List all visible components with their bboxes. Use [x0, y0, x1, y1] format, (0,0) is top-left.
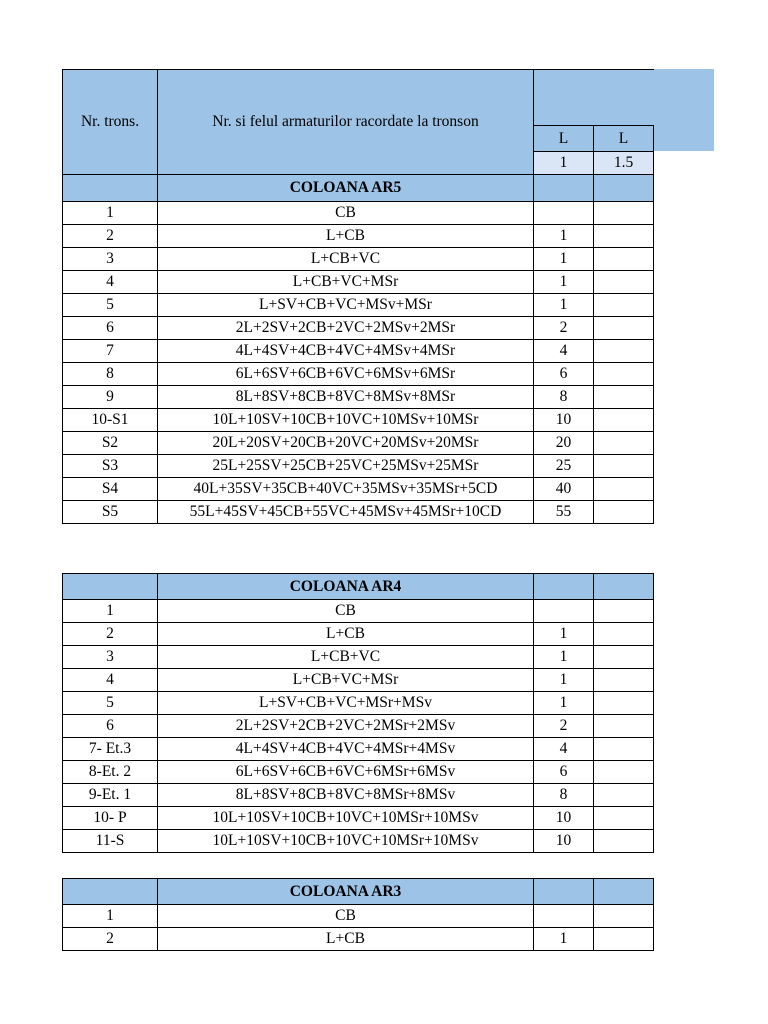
table-row: [63, 646, 654, 669]
section-title-spacer: [534, 574, 594, 600]
row-l1-value: 6: [534, 761, 594, 784]
row-armaturi: L+SV+CB+VC+MSr+MSv: [158, 692, 534, 715]
header-l2-coef: 1.5: [594, 152, 654, 175]
row-l1-value: 4: [534, 738, 594, 761]
row-nr-trons: 10-S1: [63, 409, 158, 432]
row-l1-value: 1: [534, 623, 594, 646]
row-l1-value: [534, 202, 594, 225]
row-l1-value: 2: [534, 715, 594, 738]
row-nr-trons: 2: [63, 225, 158, 248]
row-armaturi: L+SV+CB+VC+MSv+MSr: [158, 294, 534, 317]
row-l1-value: 8: [534, 784, 594, 807]
table-row: [63, 409, 654, 432]
section-title-spacer: [63, 574, 158, 600]
row-l2-value: [594, 340, 654, 363]
row-l1-value: 10: [534, 409, 594, 432]
row-nr-trons: 7- Et.3: [63, 738, 158, 761]
table-row: [63, 600, 654, 623]
header-l1: L: [534, 126, 594, 152]
row-l2-value: [594, 455, 654, 478]
row-nr-trons: S3: [63, 455, 158, 478]
row-l2-value: [594, 715, 654, 738]
row-l2-value: [594, 271, 654, 294]
row-nr-trons: S5: [63, 501, 158, 524]
row-l1-value: 1: [534, 294, 594, 317]
row-nr-trons: 9-Et. 1: [63, 784, 158, 807]
row-armaturi: 55L+45SV+45CB+55VC+45MSv+45MSr+10CD: [158, 501, 534, 524]
row-l1-value: [534, 905, 594, 928]
row-armaturi: L+CB: [158, 928, 534, 951]
table-row: [63, 738, 654, 761]
row-l2-value: [594, 225, 654, 248]
row-armaturi: CB: [158, 202, 534, 225]
row-l1-value: 2: [534, 317, 594, 340]
row-armaturi: 6L+6SV+6CB+6VC+6MSr+6MSv: [158, 761, 534, 784]
table-row: [63, 501, 654, 524]
row-nr-trons: 10- P: [63, 807, 158, 830]
section-body-ar5: [63, 202, 654, 524]
table-row: [63, 363, 654, 386]
row-nr-trons: 8: [63, 363, 158, 386]
section-title: COLOANA AR3: [158, 879, 534, 905]
row-armaturi: L+CB+VC: [158, 646, 534, 669]
row-l2-value: [594, 807, 654, 830]
header-armaturi: Nr. si felul armaturilor racordate la tronson: [158, 70, 534, 175]
row-armaturi: 2L+2SV+2CB+2VC+2MSv+2MSr: [158, 317, 534, 340]
row-l2-value: [594, 317, 654, 340]
table-row: [63, 807, 654, 830]
row-armaturi: L+CB+VC: [158, 248, 534, 271]
section-title-spacer: [534, 879, 594, 905]
row-l1-value: 1: [534, 669, 594, 692]
table-row: [63, 715, 654, 738]
table-row: [63, 225, 654, 248]
row-nr-trons: 6: [63, 317, 158, 340]
section-title-spacer: [594, 175, 654, 202]
row-l1-value: 1: [534, 928, 594, 951]
row-l2-value: [594, 478, 654, 501]
table-row: [63, 905, 654, 928]
section-title: COLOANA AR4: [158, 574, 534, 600]
row-armaturi: L+CB: [158, 623, 534, 646]
row-armaturi: 8L+8SV+8CB+8VC+8MSr+8MSv: [158, 784, 534, 807]
table-coloana-ar5: [62, 69, 654, 524]
section-body-ar4: [63, 600, 654, 853]
row-armaturi: 4L+4SV+4CB+4VC+4MSr+4MSv: [158, 738, 534, 761]
table-row: [63, 623, 654, 646]
row-l1-value: 25: [534, 455, 594, 478]
row-l2-value: [594, 692, 654, 715]
row-armaturi: 25L+25SV+25CB+25VC+25MSv+25MSr: [158, 455, 534, 478]
row-l1-value: 1: [534, 248, 594, 271]
row-l1-value: 1: [534, 646, 594, 669]
row-l2-value: [594, 363, 654, 386]
section-title: COLOANA AR5: [158, 175, 534, 202]
row-nr-trons: 2: [63, 623, 158, 646]
row-nr-trons: 3: [63, 646, 158, 669]
row-armaturi: 40L+35SV+35CB+40VC+35MSv+35MSr+5CD: [158, 478, 534, 501]
row-l1-value: 1: [534, 225, 594, 248]
row-nr-trons: 4: [63, 271, 158, 294]
table-row: [63, 202, 654, 225]
row-l2-value: [594, 501, 654, 524]
row-armaturi: L+CB: [158, 225, 534, 248]
row-l1-value: [534, 600, 594, 623]
header-l1-coef: 1: [534, 152, 594, 175]
row-l2-value: [594, 623, 654, 646]
row-l1-value: 1: [534, 692, 594, 715]
row-l2-value: [594, 784, 654, 807]
row-l1-value: 10: [534, 830, 594, 853]
row-armaturi: CB: [158, 600, 534, 623]
row-l1-value: 1: [534, 271, 594, 294]
row-nr-trons: 1: [63, 905, 158, 928]
row-nr-trons: 11-S: [63, 830, 158, 853]
table-row: [63, 340, 654, 363]
row-l1-value: 8: [534, 386, 594, 409]
row-l1-value: 10: [534, 807, 594, 830]
row-armaturi: 8L+8SV+8CB+8VC+8MSv+8MSr: [158, 386, 534, 409]
table-row: [63, 478, 654, 501]
row-armaturi: L+CB+VC+MSr: [158, 669, 534, 692]
row-l2-value: [594, 646, 654, 669]
table-row: [63, 692, 654, 715]
row-l2-value: [594, 928, 654, 951]
row-l2-value: [594, 905, 654, 928]
row-nr-trons: 6: [63, 715, 158, 738]
row-l2-value: [594, 294, 654, 317]
row-armaturi: 6L+6SV+6CB+6VC+6MSv+6MSr: [158, 363, 534, 386]
row-nr-trons: 2: [63, 928, 158, 951]
section-body-ar3: [63, 905, 654, 951]
table-row: [63, 386, 654, 409]
row-nr-trons: 5: [63, 294, 158, 317]
row-nr-trons: 1: [63, 600, 158, 623]
section-title-spacer: [594, 879, 654, 905]
row-nr-trons: 4: [63, 669, 158, 692]
header-l-group: [534, 70, 654, 126]
table-row: [63, 248, 654, 271]
header-fill-extension: [654, 69, 714, 151]
row-l2-value: [594, 202, 654, 225]
table-row: [63, 669, 654, 692]
table-coloana-ar4: [62, 573, 654, 853]
table-row: [63, 432, 654, 455]
header-l2: L: [594, 126, 654, 152]
row-l2-value: [594, 738, 654, 761]
row-l2-value: [594, 248, 654, 271]
row-armaturi: 10L+10SV+10CB+10VC+10MSr+10MSv: [158, 807, 534, 830]
row-armaturi: 10L+10SV+10CB+10VC+10MSv+10MSr: [158, 409, 534, 432]
row-armaturi: 10L+10SV+10CB+10VC+10MSr+10MSv: [158, 830, 534, 853]
row-l1-value: 20: [534, 432, 594, 455]
row-l1-value: 6: [534, 363, 594, 386]
row-nr-trons: 3: [63, 248, 158, 271]
row-l2-value: [594, 669, 654, 692]
table-row: [63, 784, 654, 807]
section-title-spacer: [63, 175, 158, 202]
row-armaturi: 2L+2SV+2CB+2VC+2MSr+2MSv: [158, 715, 534, 738]
row-l1-value: 4: [534, 340, 594, 363]
table-row: [63, 271, 654, 294]
row-l2-value: [594, 761, 654, 784]
section-title-spacer: [63, 879, 158, 905]
row-l2-value: [594, 830, 654, 853]
row-armaturi: 20L+20SV+20CB+20VC+20MSv+20MSr: [158, 432, 534, 455]
table-row: [63, 830, 654, 853]
row-armaturi: 4L+4SV+4CB+4VC+4MSv+4MSr: [158, 340, 534, 363]
row-nr-trons: 9: [63, 386, 158, 409]
row-l2-value: [594, 600, 654, 623]
section-title-spacer: [534, 175, 594, 202]
row-l2-value: [594, 432, 654, 455]
section-title-spacer: [594, 574, 654, 600]
row-nr-trons: 8-Et. 2: [63, 761, 158, 784]
row-nr-trons: 7: [63, 340, 158, 363]
table-row: [63, 928, 654, 951]
table-row: [63, 294, 654, 317]
row-armaturi: L+CB+VC+MSr: [158, 271, 534, 294]
table-row: [63, 317, 654, 340]
row-l1-value: 40: [534, 478, 594, 501]
row-l1-value: 55: [534, 501, 594, 524]
table-coloana-ar3: [62, 878, 654, 951]
table-row: [63, 455, 654, 478]
header-nr-trons: Nr. trons.: [63, 70, 158, 175]
row-nr-trons: 5: [63, 692, 158, 715]
row-nr-trons: S4: [63, 478, 158, 501]
row-nr-trons: 1: [63, 202, 158, 225]
row-l2-value: [594, 409, 654, 432]
row-nr-trons: S2: [63, 432, 158, 455]
row-l2-value: [594, 386, 654, 409]
row-armaturi: CB: [158, 905, 534, 928]
table-row: [63, 761, 654, 784]
